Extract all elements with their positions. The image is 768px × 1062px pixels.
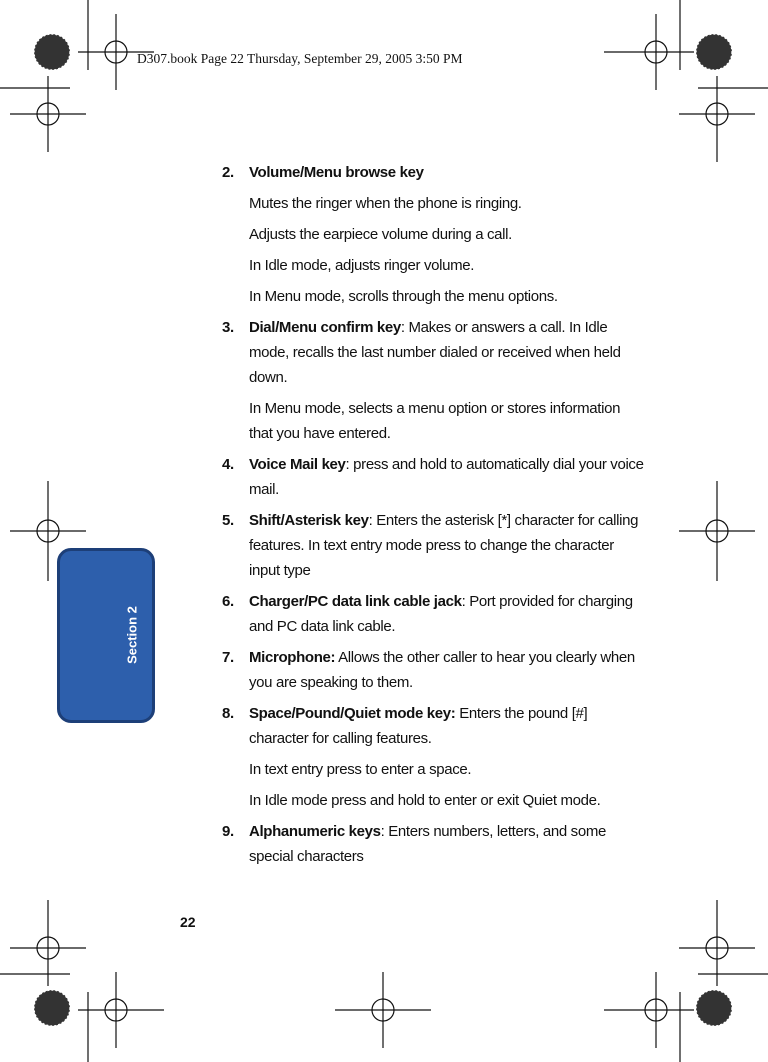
- item-detail: In Idle mode, adjusts ringer volume.: [249, 257, 475, 274]
- item-title: Microphone:: [249, 649, 336, 666]
- item-number: 7.: [222, 649, 234, 666]
- list-item: [222, 452, 647, 502]
- list-item: [222, 645, 647, 695]
- item-title: Dial/Menu confirm key: [249, 319, 401, 336]
- section-tab-label: Section 2: [124, 606, 140, 664]
- item-number: 2.: [222, 164, 234, 181]
- item-number: 8.: [222, 705, 234, 722]
- item-text: : Makes or answers a call. In Idle mode, recalls the last number dialed or received when held down.: [249, 319, 621, 386]
- item-number: 5.: [222, 512, 234, 529]
- page-number: 22: [180, 914, 196, 930]
- list-item: [222, 701, 647, 813]
- item-number: 9.: [222, 823, 234, 840]
- item-number: 3.: [222, 319, 234, 336]
- item-text: Allows the other caller to hear you clearly when you are speaking to them.: [249, 649, 635, 691]
- item-title: Voice Mail key: [249, 456, 346, 473]
- item-detail: In Idle mode press and hold to enter or exit Quiet mode.: [249, 792, 601, 809]
- item-text: : Enters numbers, letters, and some special characters: [249, 823, 606, 865]
- list-item: [222, 315, 647, 446]
- item-text: : press and hold to automatically dial your voice mail.: [249, 456, 644, 498]
- item-detail: Mutes the ringer when the phone is ringing.: [249, 195, 522, 212]
- item-detail: Adjusts the earpiece volume during a call.: [249, 226, 512, 243]
- item-title: Shift/Asterisk key: [249, 512, 369, 529]
- item-text: Enters the pound [#] character for calling features.: [249, 705, 588, 747]
- item-number: 4.: [222, 456, 234, 473]
- item-detail: In text entry press to enter a space.: [249, 761, 472, 778]
- list-item: [222, 589, 647, 639]
- list-item: [222, 508, 647, 583]
- item-title: Alphanumeric keys: [249, 823, 381, 840]
- list-item: [222, 819, 647, 869]
- item-text: : Enters the asterisk [*] character for calling features. In text entry mode press to change the character input type: [249, 512, 639, 579]
- item-text: : Port provided for charging and PC data link cable.: [249, 593, 633, 635]
- section-tab: [57, 548, 155, 723]
- item-number: 6.: [222, 593, 234, 610]
- print-header: D307.book Page 22 Thursday, September 29, 2005 3:50 PM: [137, 51, 463, 66]
- item-title: Volume/Menu browse key: [249, 164, 424, 181]
- item-detail: In Menu mode, selects a menu option or stores information that you have entered.: [249, 400, 621, 442]
- key-list: [222, 160, 647, 875]
- item-detail: In Menu mode, scrolls through the menu options.: [249, 288, 558, 305]
- list-item: [222, 160, 647, 309]
- item-title: Charger/PC data link cable jack: [249, 593, 462, 610]
- item-title: Space/Pound/Quiet mode key:: [249, 705, 456, 722]
